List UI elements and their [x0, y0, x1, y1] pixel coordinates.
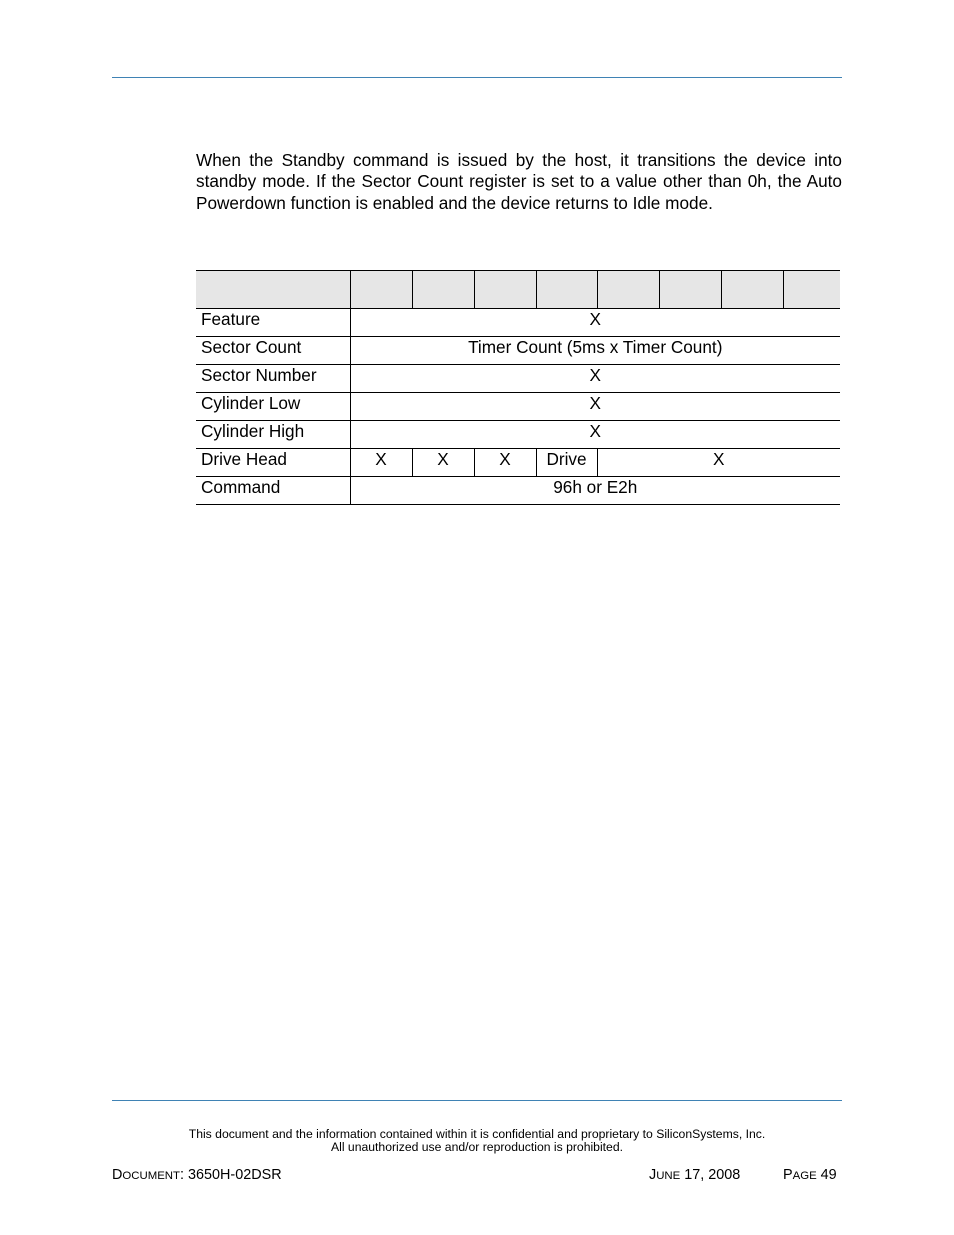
confidentiality-line: This document and the information contained within it is confidential and proprietary to SiliconSystems, Inc. — [188, 1127, 766, 1141]
header-cell — [659, 271, 721, 309]
confidentiality-line: All unauthorized use and/or reproduction is prohibited. — [330, 1140, 623, 1154]
register-value: X — [350, 393, 840, 421]
document-date — [649, 1167, 740, 1183]
head-bits-value: X — [597, 449, 840, 477]
table-row — [196, 393, 840, 421]
table-row — [196, 337, 840, 365]
header-cell — [196, 271, 350, 309]
header-cell — [536, 271, 597, 309]
document-number — [112, 1167, 282, 1183]
document-label-rest: OCUMENT — [122, 1170, 180, 1182]
bit-value: Drive — [536, 449, 597, 477]
document-number-value: : 3650H-02DSR — [180, 1167, 282, 1183]
date-rest: UNE — [656, 1170, 681, 1182]
header-cell — [412, 271, 474, 309]
date-value: 17, 2008 — [680, 1167, 741, 1183]
page-number — [783, 1167, 837, 1183]
register-table — [196, 270, 840, 505]
page-label-rest: AGE — [792, 1170, 817, 1182]
header-rule — [112, 77, 842, 78]
table-row — [196, 365, 840, 393]
table-row — [196, 421, 840, 449]
register-value: X — [350, 421, 840, 449]
table-header-row — [196, 271, 840, 309]
register-value: X — [350, 365, 840, 393]
footer-rule — [112, 1100, 842, 1101]
register-name: Sector Count — [196, 337, 350, 365]
header-cell — [721, 271, 783, 309]
register-value: Timer Count (5ms x Timer Count) — [350, 337, 840, 365]
register-name: Sector Number — [196, 365, 350, 393]
register-name: Command — [196, 477, 350, 505]
table-row — [196, 449, 840, 477]
bit-value: X — [412, 449, 474, 477]
header-cell — [474, 271, 536, 309]
document-label-initial: D — [112, 1167, 123, 1183]
confidentiality-notice — [0, 1128, 954, 1154]
header-cell — [783, 271, 840, 309]
header-cell — [350, 271, 412, 309]
register-value: X — [350, 309, 840, 337]
register-name: Feature — [196, 309, 350, 337]
header-cell — [597, 271, 659, 309]
register-name: Cylinder Low — [196, 393, 350, 421]
register-name: Cylinder High — [196, 421, 350, 449]
table-row — [196, 309, 840, 337]
bit-value: X — [474, 449, 536, 477]
register-value: 96h or E2h — [350, 477, 840, 505]
date-initial: J — [649, 1167, 657, 1183]
bit-value: X — [350, 449, 412, 477]
table-row — [196, 477, 840, 505]
standby-description: When the Standby command is issued by the host, it transitions the device into standby mode. If the Sector Count register is set to a value other than 0h, the Auto Powerdown function is enabled and the device returns to Idle mode. — [196, 150, 842, 213]
page-label-initial: P — [783, 1167, 793, 1183]
page-number-value: 49 — [816, 1167, 837, 1183]
register-name: Drive Head — [196, 449, 350, 477]
